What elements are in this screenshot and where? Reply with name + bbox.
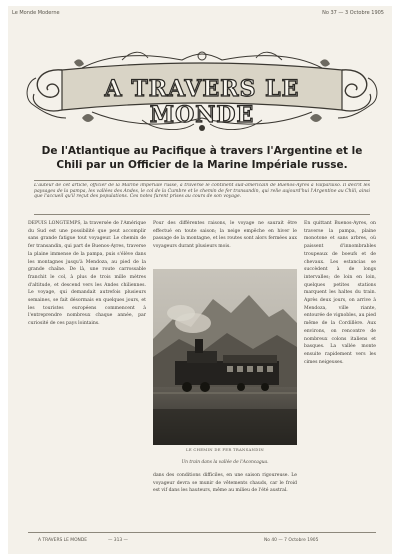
- body-column-middle-top: Pour des différentes raisons, le voyage ne saurait être effectué en toute saison; la neige empêche en hiver le passage de la montagne, et les routes sont alors fermées aux voyageurs durant plusieurs mois.: [153, 221, 297, 250]
- article-title: De l'Atlantique au Pacifique à travers l'Argentine et le Chili par un Officier de la Marine Impériale russe.: [41, 145, 363, 171]
- masthead-title: A TRAVERS LE MONDE: [104, 76, 300, 128]
- footer-left: A TRAVERS LE MONDE: [38, 538, 87, 543]
- photo-caption: Un train dans la vallée de l'Aconcagua.: [181, 460, 269, 465]
- footer-divider: [28, 532, 376, 533]
- footer-page-number: — 313 —: [108, 538, 128, 543]
- train-photo-image: [153, 269, 297, 445]
- body-column-left: DEPUIS LONGTEMPS, la traversée de l'Amérique du Sud est une possibilité que peut accomplir sans grande fatigue tout voyageur. Le chemin de fer transandin, qui part de Buenos-Ayres, traverse la plaine immense de la pampa, puis s'élève dans les montagnes jusqu'à Mendoza, au pied de la grande chaîne. De là, une route carrossable franchit le col, à plus de trois mille mètres d'altitude, et descend vers les Andes chiliennes. Le voyage, qui demandait autrefois plusieurs semaines, se fait désormais en quelques jours, et les touristes européens commencent à l'entreprendre nombreux chaque année, par curiosité de ces pays lointains.: [28, 221, 146, 327]
- photo-credit: LE CHEMIN DE FER TRANSANDIN: [186, 447, 264, 452]
- magazine-page: [8, 6, 392, 554]
- header-right: No 37 — 3 Octobre 1905: [322, 10, 384, 16]
- intro-divider: [34, 214, 370, 215]
- body-column-right: En quittant Buenos-Ayres, on traverse la pampa, plaine monotone et sans arbres, où paissent d'innombrables troupeaux de boeufs et de chevaux. Les estancias se succèdent à de longs intervalles; de loin en loin, quelques petites stations marquent les haltes du train. Après deux jours, on arrive à Mendoza, ville riante, entourée de vignobles, au pied même de la Cordillère. Aux environs, on rencontre de nombreux colons italiens et basques. La vallée monte ensuite rapidement vers les cimes neigeuses.: [304, 221, 376, 365]
- header-left: Le Monde Moderne: [12, 10, 60, 16]
- article-intro: L'auteur de cet article, officier de la Marine impériale russe, a traversé le continent sud-américain de Buenos-Ayres à Valparaiso. Il décrit les paysages de la pampa, les vallées des Andes, le col de la Cumbre et le chemin de fer transandin, qui relie aujourd'hui l'Argentine au Chili, ainsi que l'accueil qu'il reçut des populations. Ces notes furent prises au cours de son voyage.: [34, 183, 370, 200]
- title-divider: [34, 180, 370, 181]
- body-column-middle-bottom: dans des conditions difficiles, en une saison rigoureuse. Le voyageur devra se munir de vêtements chauds, car le froid est vif dans les hauteurs, même au milieu de l'été austral.: [153, 473, 297, 494]
- masthead: [22, 48, 382, 136]
- train-photo: [153, 269, 297, 445]
- footer-right: No 40 — 7 Octobre 1905: [264, 538, 319, 543]
